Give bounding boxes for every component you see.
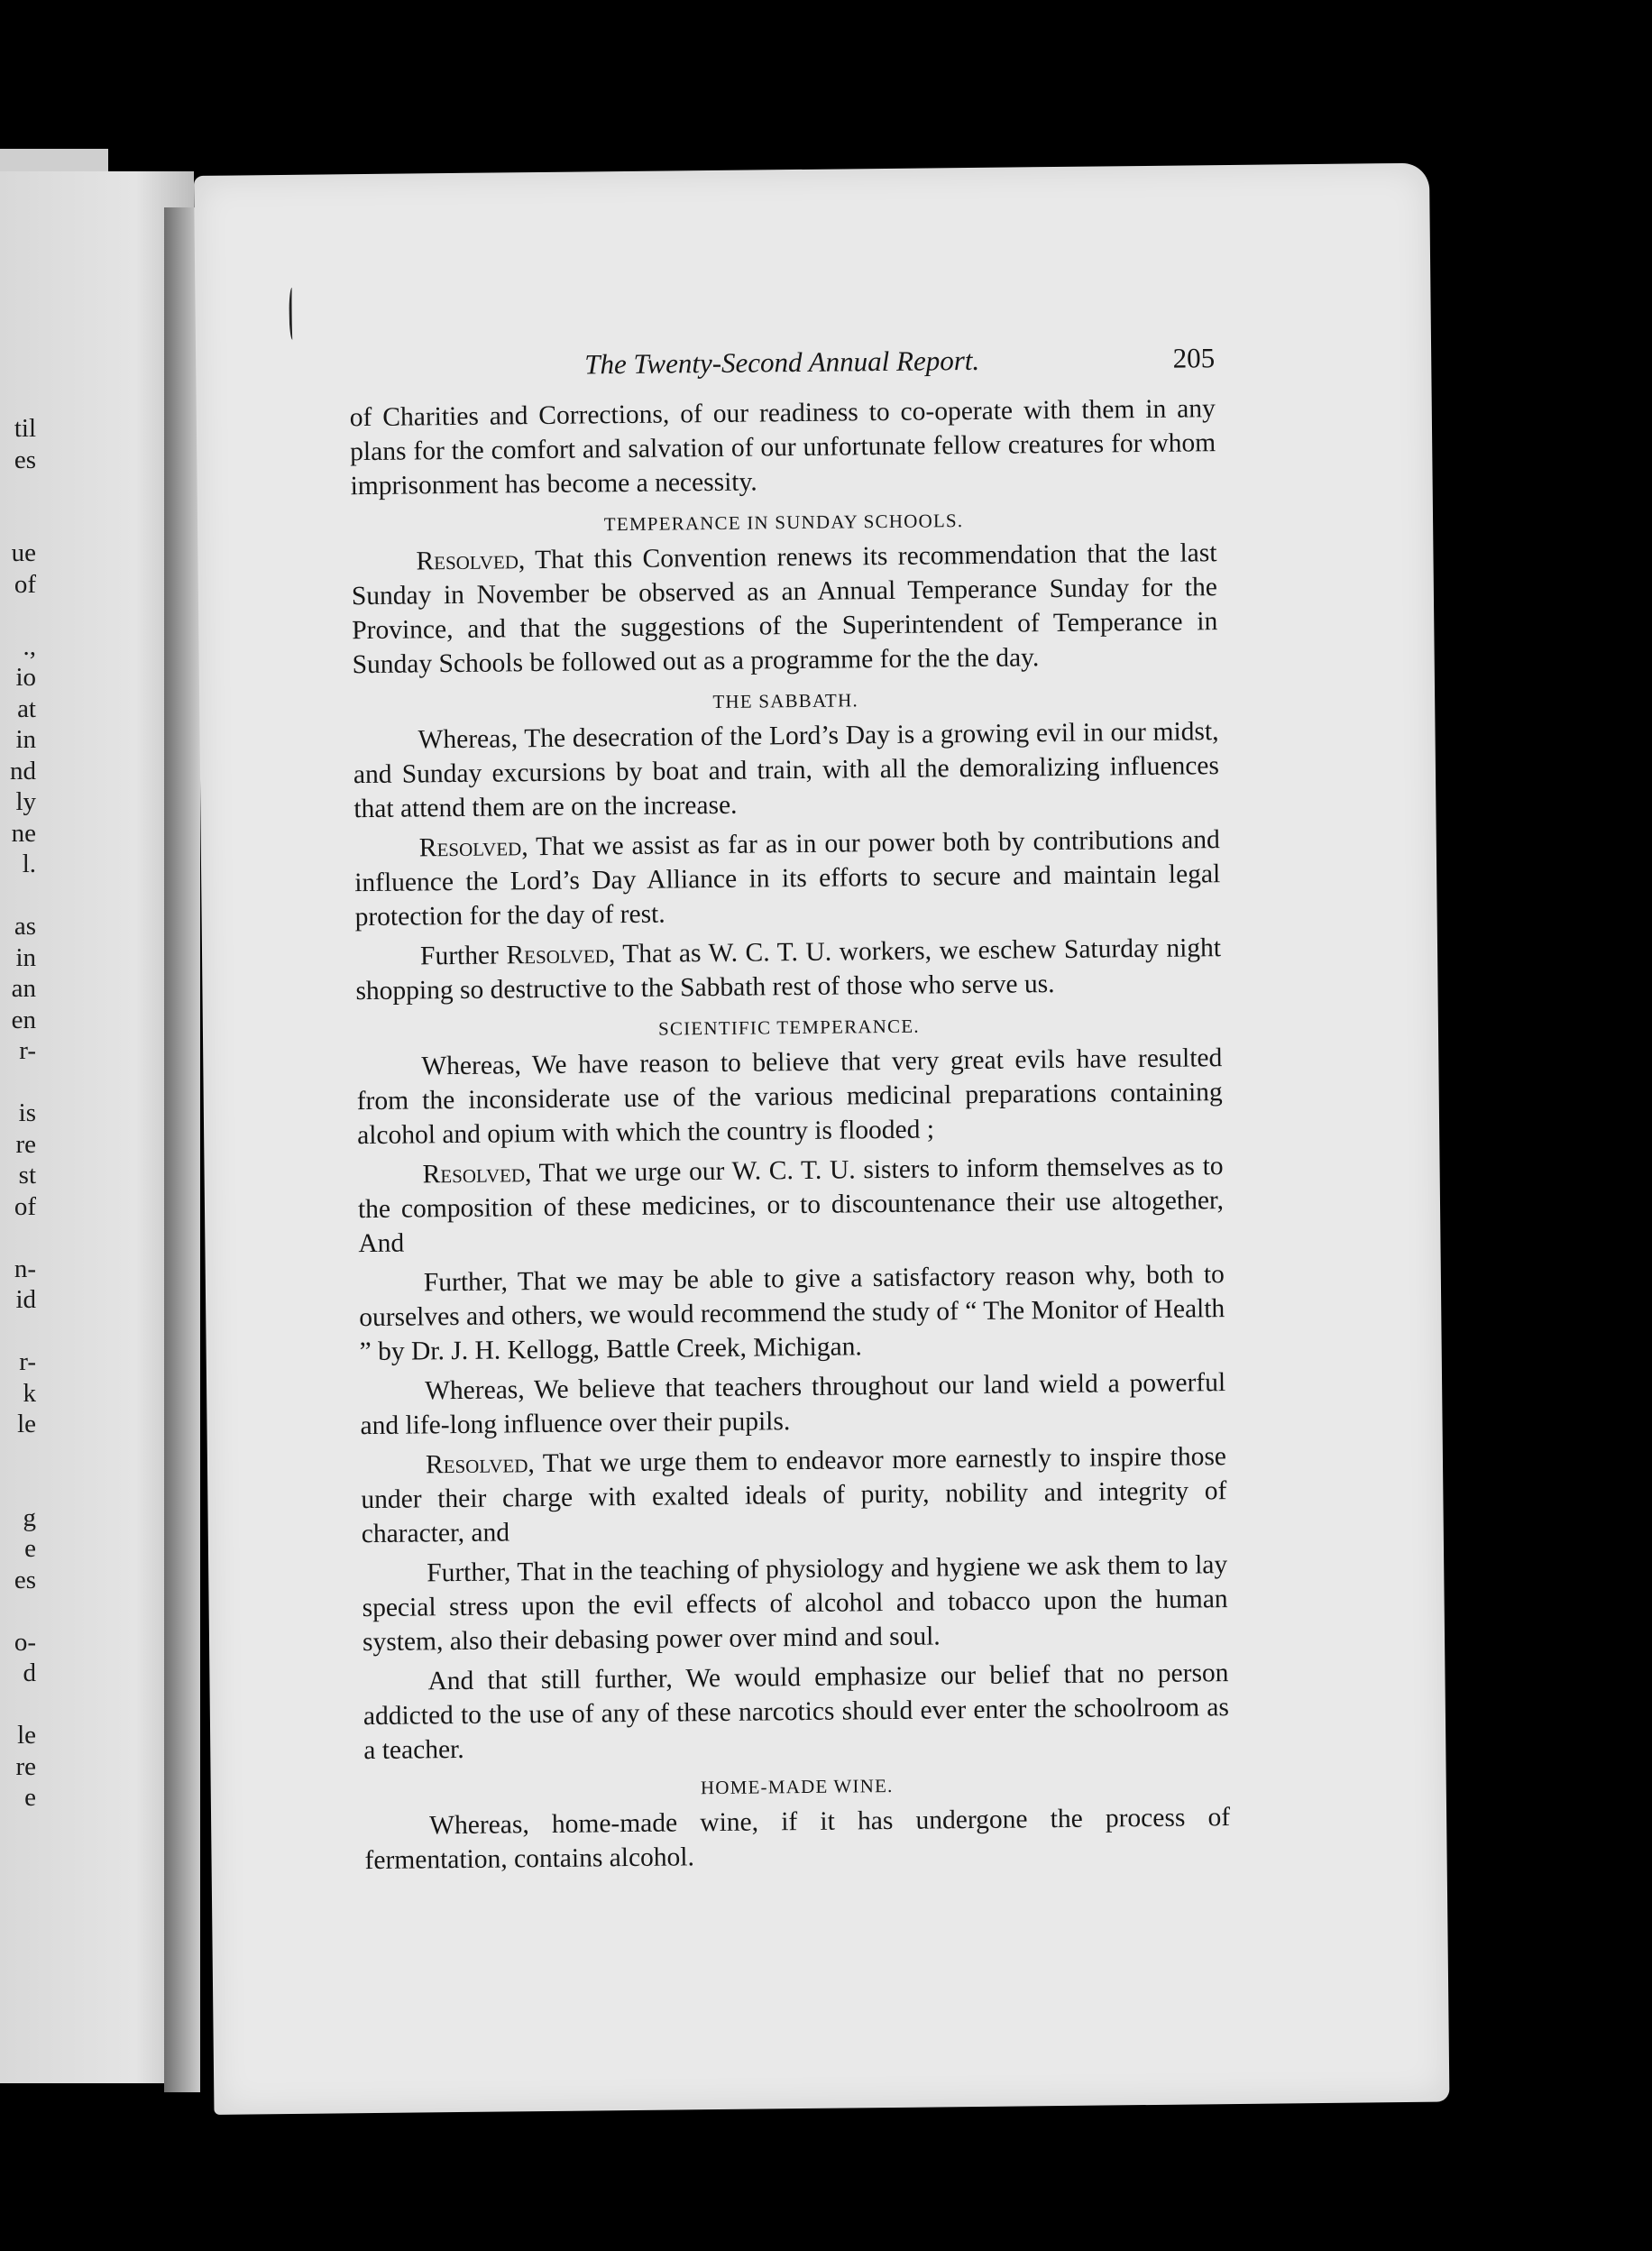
- left-page-fragment: [0, 475, 36, 507]
- left-page-fragment: [0, 1471, 36, 1502]
- left-page-fragment: io: [15, 663, 36, 692]
- left-page-fragment: es: [14, 1565, 36, 1594]
- paragraph-text: That as W. C. T. U. workers, we eschew Saturday night shopping so destructive to the Sabbath rest of those who serve us.: [355, 933, 1222, 1006]
- paragraph-intro: of Charities and Corrections, of our readiness to co-operate with them in any plans for the comfort and salvation of our unfortunate fellow creatures for whom imprisonment has become a necessity.: [349, 394, 1216, 501]
- left-page-fragment: r-: [19, 1036, 36, 1065]
- left-page-fragment: is: [18, 1098, 36, 1127]
- page-number: 205: [1172, 342, 1216, 374]
- book-gutter: [164, 207, 200, 2092]
- page-content: [349, 341, 1231, 1883]
- left-page-fragment: l.: [22, 850, 36, 878]
- left-page-fragment: nd: [10, 756, 36, 786]
- left-page-text-fragments: [0, 413, 36, 1814]
- paragraph-further-monitor-of-health: Further, That we may be able to give a satisfactory reason why, both to ourselves and others, we would recommend the study of “ The Monitor of Health ” by Dr. J. H. Kellogg, Battle Creek, Michigan.: [359, 1260, 1225, 1367]
- left-page-fragment: [0, 600, 36, 631]
- heading-scientific-temperance: SCIENTIFIC TEMPERANCE.: [657, 1015, 920, 1040]
- left-page-fragment: ne: [11, 818, 36, 848]
- left-page-fragment: til: [14, 414, 36, 443]
- heading-temperance-sunday-schools: TEMPERANCE IN SUNDAY SCHOOLS.: [603, 510, 964, 536]
- left-page-fragment: [0, 1440, 36, 1472]
- right-page: [194, 163, 1449, 2115]
- heading-home-made-wine: HOME-MADE WINE.: [700, 1774, 894, 1799]
- left-page-fragment: of: [14, 1191, 36, 1221]
- heading-sabbath: THE SABBATH.: [712, 689, 858, 713]
- left-page-fragment: le: [17, 1410, 36, 1438]
- resolved-label: Resolved,: [506, 940, 616, 970]
- paragraph-text: That this Convention renews its recommendation that the last Sunday in November be observed as an Annual Temperance Sunday for the Province, and that the suggestions of the Superintendent of Temperance in Sunday Schools be followed out as a programme for the the day.: [351, 538, 1218, 680]
- left-page-fragment: e: [24, 1783, 36, 1812]
- left-page-fragment: [0, 880, 36, 912]
- left-page-fragment: at: [17, 694, 36, 723]
- paragraph-narcotics-teacher: And that still further, We would emphasize our belief that no person addicted to the use of any of these narcotics should ever enter the schoolroom as a teacher.: [363, 1658, 1230, 1766]
- resolved-label: Resolved,: [418, 832, 528, 863]
- left-page-fragment: of: [14, 569, 36, 599]
- further-prefix: Further: [419, 941, 507, 971]
- left-page-fragment: e: [24, 1534, 36, 1563]
- left-page-fragment: [0, 1067, 36, 1098]
- paragraph-whereas-teachers: Whereas, We believe that teachers throughout our land wield a powerful and life-long influence over their pupils.: [360, 1368, 1226, 1441]
- left-page-fragment: le: [17, 1721, 36, 1750]
- paragraph-text: That we urge our W. C. T. U. sisters to inform themselves as to the composition of these medicines, or to discountenance their use altogether, And: [357, 1152, 1225, 1259]
- left-page-fragment: .,: [23, 631, 36, 661]
- paragraph-resolved-medicines: [357, 1149, 1224, 1261]
- left-page-fragment: d: [23, 1658, 36, 1687]
- paragraph-further-physiology: Further, That in the teaching of physiology and hygiene we ask them to lay special stress upon the evil effects of alcohol and tobacco upon the human system, also their debasing power over mind and soul.: [362, 1550, 1228, 1658]
- running-title: The Twenty-Second Annual Report.: [584, 344, 980, 381]
- left-page-fragment: o-: [14, 1627, 36, 1657]
- paragraph-resolved-sunday: [351, 536, 1218, 682]
- left-page-fragment: [0, 507, 36, 538]
- left-page-fragment: an: [11, 974, 36, 1003]
- left-page-fragment: in: [15, 725, 36, 754]
- left-page-fragment: g: [23, 1502, 36, 1532]
- paragraph-text: That we assist as far as in our power both by contributions and influence the Lord’s Day Alliance in its efforts to secure and maintain legal protection for the day of rest.: [354, 825, 1221, 933]
- left-page-fragment: id: [15, 1285, 36, 1314]
- left-page-fragment: n-: [14, 1254, 36, 1283]
- resolved-label: Resolved,: [416, 546, 526, 576]
- resolved-label: Resolved,: [425, 1449, 535, 1480]
- left-page-fragment: st: [18, 1161, 36, 1190]
- left-page-fragment: k: [23, 1378, 36, 1408]
- left-page-fragment: in: [15, 942, 36, 972]
- left-page-fragment: [0, 1316, 36, 1347]
- left-page-fragment: re: [15, 1751, 36, 1781]
- left-page-fragment: ue: [11, 538, 36, 567]
- page-header: [349, 341, 1216, 400]
- left-page-fragment: es: [14, 445, 36, 474]
- paragraph-resolved-teachers: [361, 1439, 1227, 1551]
- left-page-fragment: [0, 1222, 36, 1254]
- left-page-fragment: re: [15, 1129, 36, 1159]
- paragraph-text: That we urge them to endeavor more earnestly to inspire those under their charge with exalted ideals of purity, nobility and integrity of character, and: [361, 1442, 1227, 1549]
- left-page-fragment: ly: [15, 787, 36, 816]
- paragraph-whereas-lords-day: Whereas, The desecration of the Lord’s Day is a growing evil in our midst, and Sunday excursions by boat and train, with all the demoralizing influences that attend them are on the increase.: [353, 717, 1220, 824]
- paragraph-whereas-wine: Whereas, home-made wine, if it has undergone the process of fermentation, contains alcohol.: [364, 1803, 1231, 1876]
- left-page-fragment: [0, 1689, 36, 1721]
- paragraph-resolved-alliance: [354, 822, 1221, 934]
- left-page-fragment: as: [14, 912, 36, 941]
- pencil-mark: [289, 288, 296, 340]
- paragraph-further-resolved-shopping: [355, 931, 1222, 1008]
- resolved-label: Resolved,: [422, 1159, 532, 1190]
- left-page-fragment: en: [11, 1005, 36, 1034]
- paragraph-whereas-medicinal: Whereas, We have reason to believe that very great evils have resulted from the inconsiderate use of the various medicinal preparations containing alcohol and opium with which the country is flooded ;: [356, 1043, 1223, 1151]
- left-page-fragment: [0, 1595, 36, 1627]
- left-page-fragment: r-: [19, 1347, 36, 1376]
